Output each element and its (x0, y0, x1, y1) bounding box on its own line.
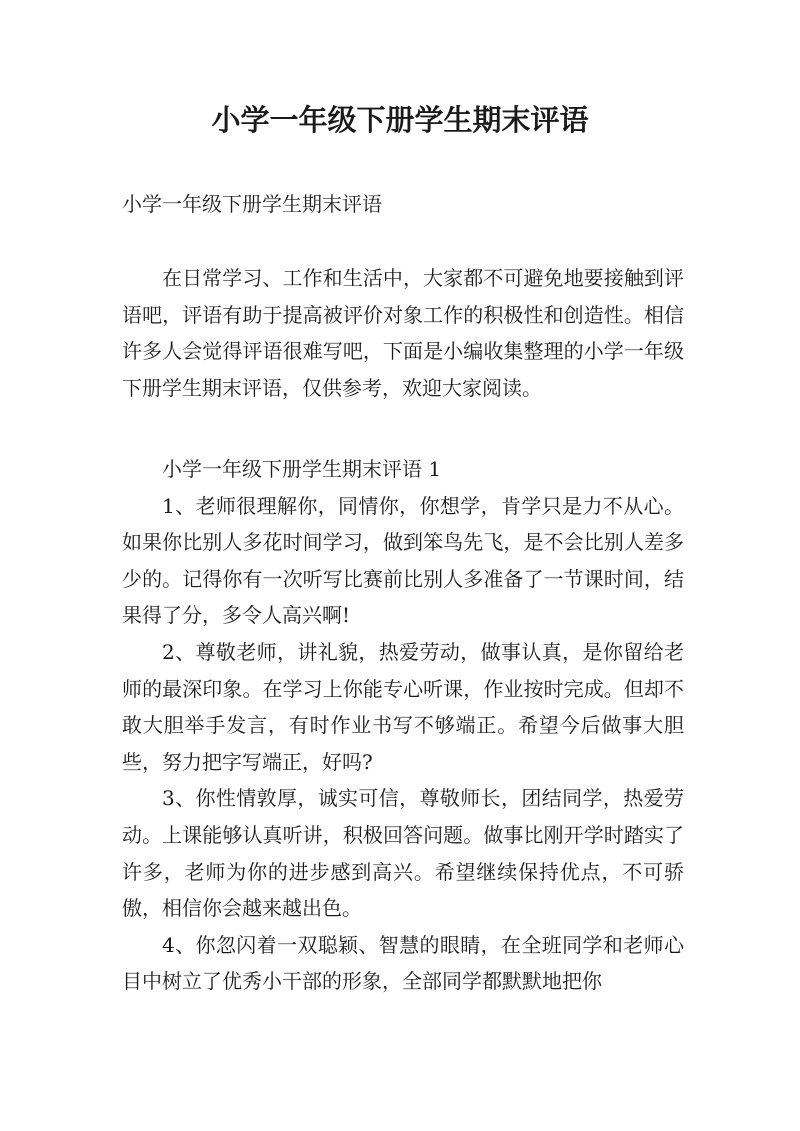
comment-paragraph-3: 3、你性情敦厚，诚实可信，尊敬师长，团结同学，热爱劳动。上课能够认真听讲，积极回答问题。做事比刚开学时踏实了许多，老师为你的进步感到高兴。希望继续保持优点，不可骄傲，相信你会越来越出色。 (122, 786, 684, 921)
intro-paragraph: 在日常学习、工作和生活中，大家都不可避免地要接触到评语吧，评语有助于提高被评价对象工作的积极性和创造性。相信许多人会觉得评语很难写吧，下面是小编收集整理的小学一年级下册学生期末评语，仅供参考，欢迎大家阅读。 (122, 266, 684, 400)
comment-paragraph-2: 2、尊敬老师，讲礼貌，热爱劳动，做事认真，是你留给老师的最深印象。在学习上你能专心听课，作业按时完成。但却不敢大胆举手发言，有时作业书写不够端正。希望今后做事大胆些，努力把字写端正，好吗? (122, 639, 684, 774)
page-title: 小学一年级下册学生期末评语 (211, 103, 589, 137)
comments-section (122, 451, 684, 1000)
intro-block (122, 260, 684, 406)
section-heading: 小学一年级下册学生期末评语 1 (162, 457, 442, 481)
document-subtitle: 小学一年级下册学生期末评语 (122, 192, 382, 216)
comment-paragraph-4: 4、你忽闪着一双聪颖、智慧的眼睛，在全班同学和老师心目中树立了优秀小干部的形象，全部同学都默默地把你 (122, 932, 684, 994)
comment-paragraph-1: 1、老师很理解你，同情你，你想学，肯学只是力不从心。如果你比别人多花时间学习，做到笨鸟先飞，是不会比别人差多少的。记得你有一次听写比赛前比别人多准备了一节课时间，结果得了分，多令人高兴啊! (122, 493, 684, 628)
